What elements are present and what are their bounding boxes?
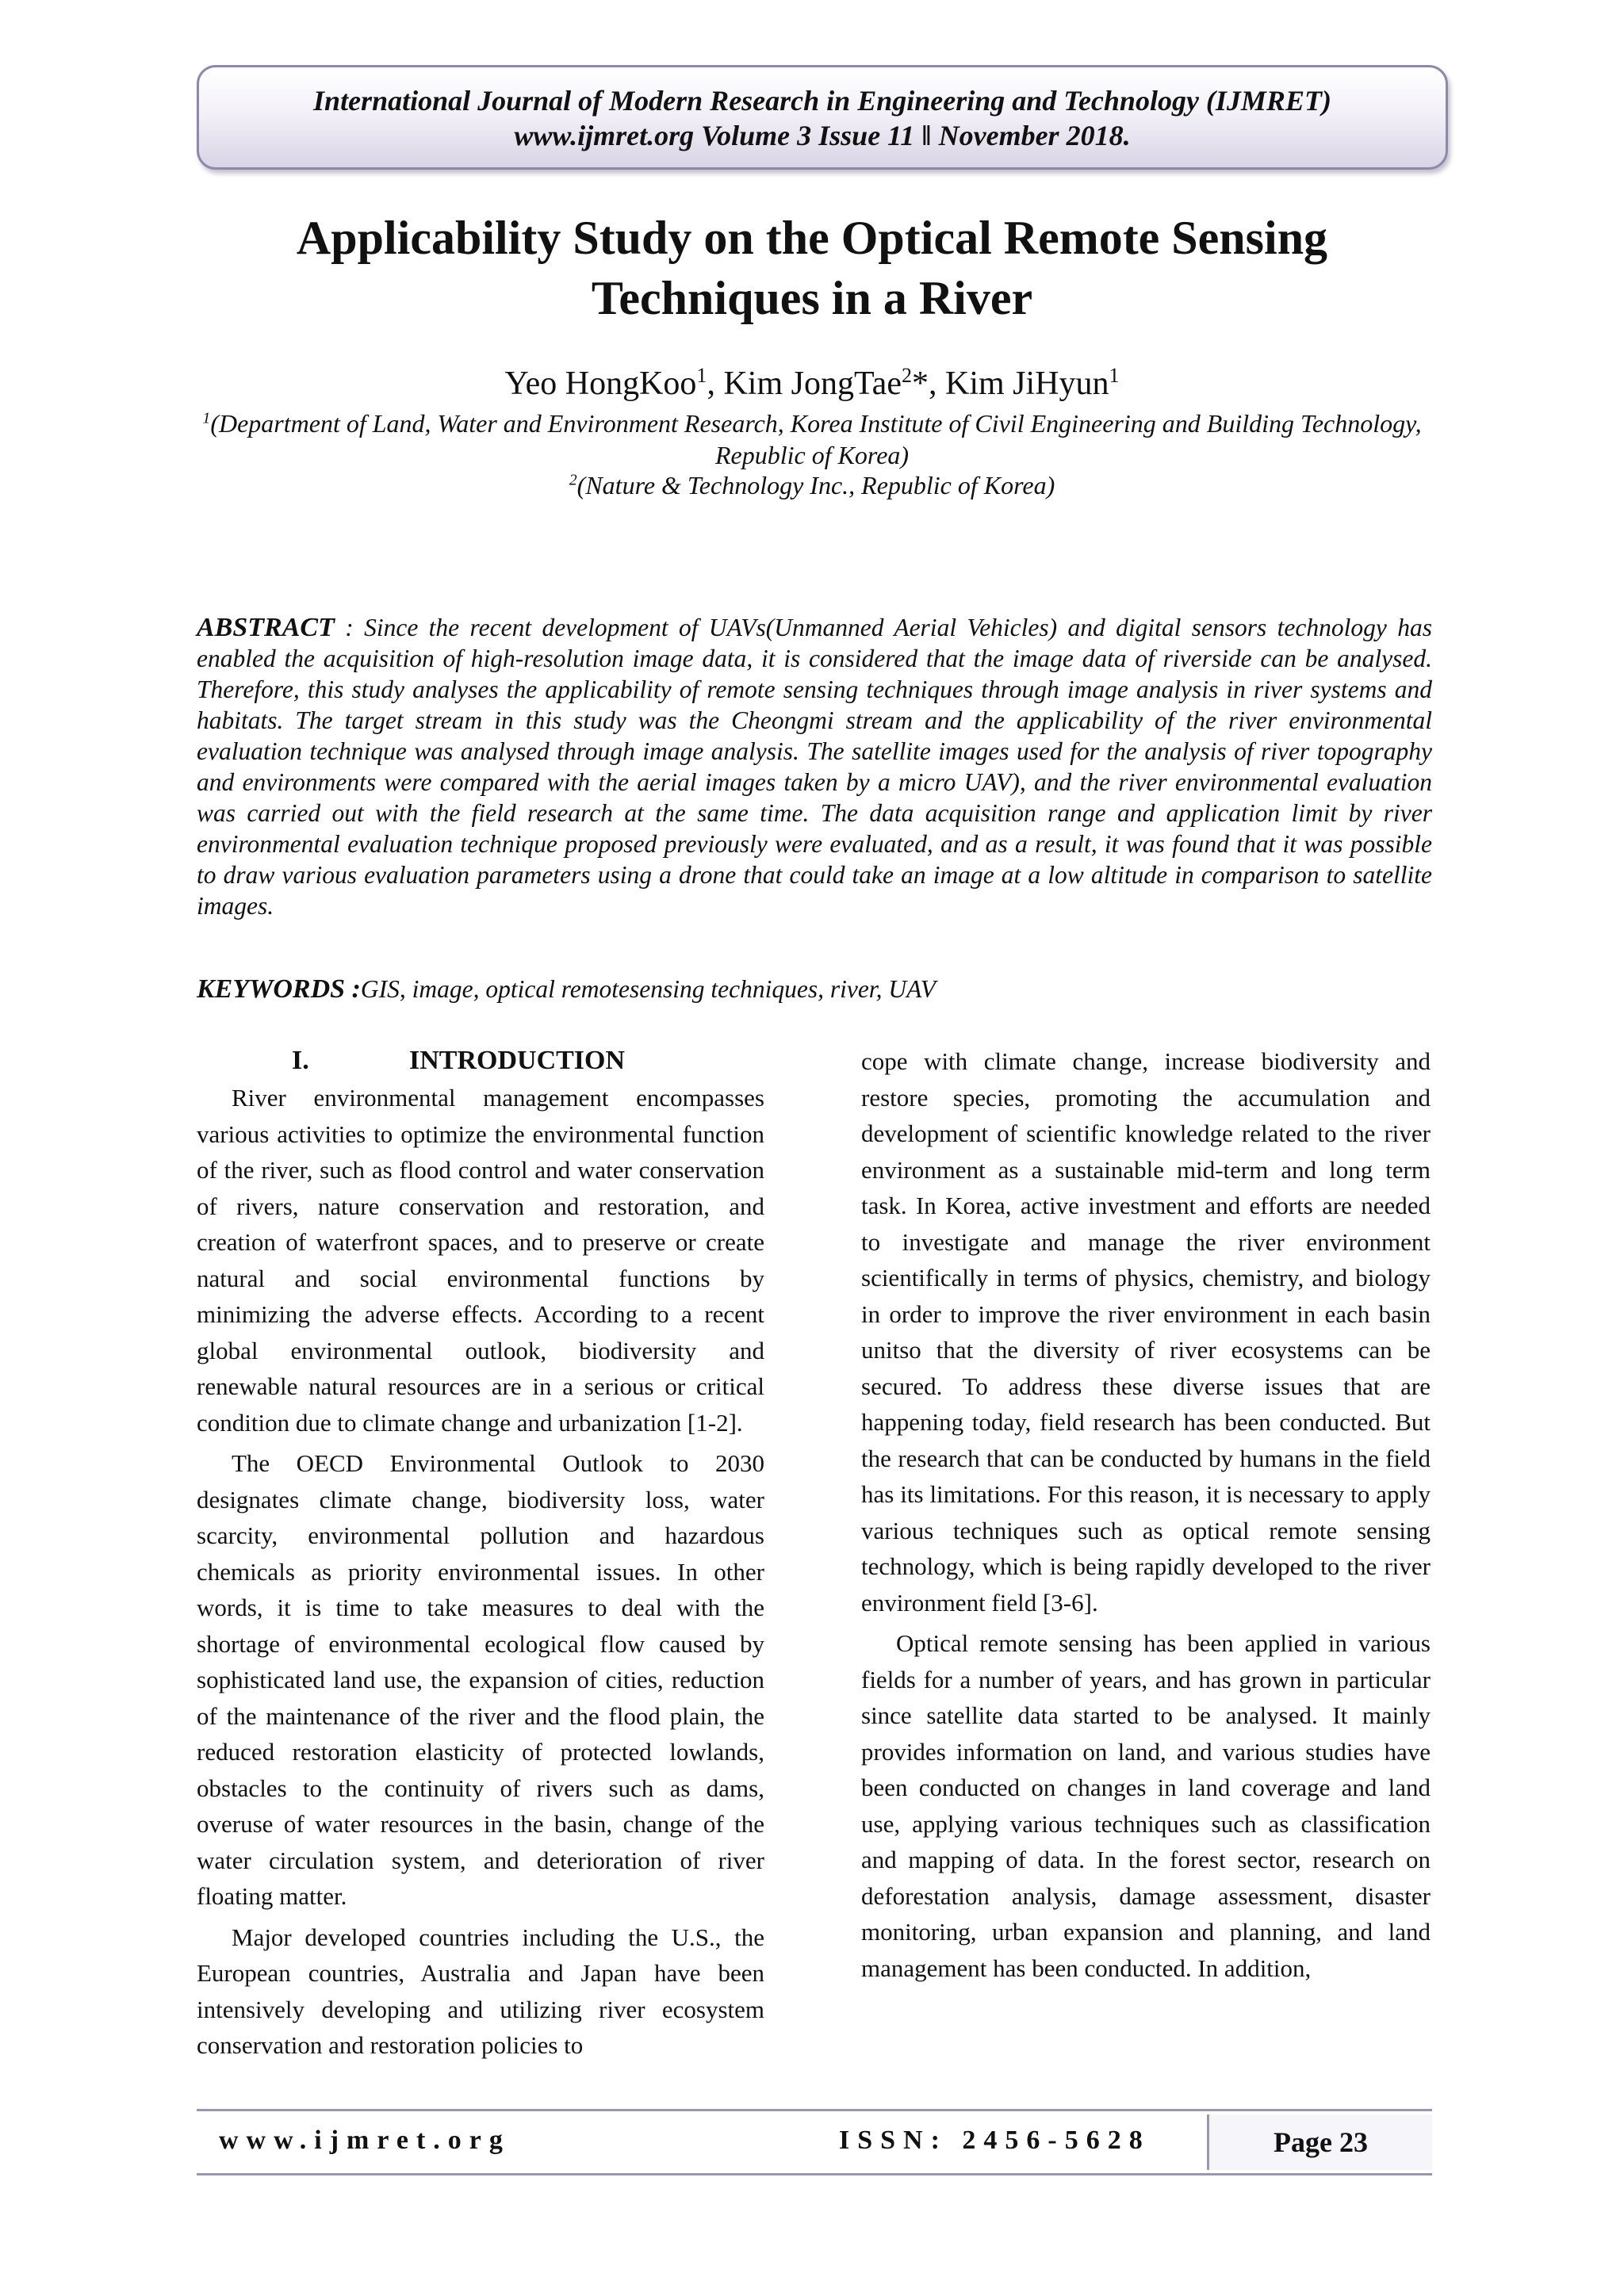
section-title: INTRODUCTION [409, 1046, 626, 1075]
author-2-affil-mark: 2 [901, 364, 912, 387]
paragraph: The OECD Environmental Outlook to 2030 designates climate change, biodiversity loss, water scarcity, environmental pollution and hazardous chemicals as priority environmental issues. In other words, it is time to take measures to deal with the shortage of environmental ecological flow caused by sophisticated land use, the expansion of cities, reduction of the maintenance of the river and the flood plain, the reduced restoration elasticity of protected lowlands, obstacles to the continuity of rivers such as dams, overuse of water resources in the basin, change of the water circulation system, and deterioration of river floating matter. [197, 1449, 764, 1910]
abstract [197, 612, 1432, 921]
author-2: Kim JongTae [723, 365, 902, 402]
title-line-2: Techniques in a River [591, 272, 1033, 324]
affiliation-2-text: (Nature & Technology Inc., Republic of Korea) [576, 471, 1055, 499]
affiliation-2 [190, 469, 1434, 501]
author-list [159, 363, 1465, 404]
journal-name: International Journal of Modern Research in Engineering and Technology (IJMRET) [313, 85, 1331, 117]
footer-issn: ISSN: 2456-5628 [839, 2126, 1151, 2155]
abstract-text: Since the recent development of UAVs(Unmanned Aerial Vehicles) and digital sensors technology has enabled the acquisition of high-resolution image data, it is considered that the image data of riverside can be analysed. Therefore, this study analyses the applicability of remote sensing techniques through image analysis in river systems and habitats. The target stream in this study was the Cheongmi stream and the applicability of the river environmental evaluation technique was analysed through image analysis. The satellite images used for the analysis of river topography and environments were compared with the aerial images taken by a micro UAV), and the river environmental evaluation was carried out with the field research at the same time. The data acquisition range and application limit by river environmental evaluation technique proposed previously were evaluated, and as a result, it was found that it was possible to draw various evaluation parameters using a drone that could take an image at a low altitude in comparison to satellite images. [197, 614, 1432, 920]
paragraph: cope with climate change, increase biodiversity and restore species, promoting the accumulation and development of scientific knowledge related to the river environment as a sustainable mid-term and long term task. In Korea, active investment and efforts are needed to investigate and manage the river environment scientifically in terms of physics, chemistry, and biology in order to improve the river environment in each basin unitso that the diversity of river ecosystems can be secured. To address these diverse issues that are happening today, field research has been conducted. But the research that can be conducted by humans in the field has its limitations. For this reason, it is necessary to apply various techniques such as optical remote sensing technology, which is being rapidly developed to the river environment field [3-6]. [861, 1047, 1431, 1617]
paragraph: Optical remote sensing has been applied in various fields for a number of years, and has grown in particular since satellite data started to be analysed. It mainly provides information on land, and various studies have been conducted on changes in land coverage and land use, applying various techniques such as classification and mapping of data. In the forest sector, research on deforestation analysis, damage assessment, disaster monitoring, urban expansion and planning, and land management has been conducted. In addition, [861, 1629, 1431, 1982]
author-1-affil-mark: 1 [696, 364, 707, 387]
footer-website: www.ijmret.org [219, 2126, 511, 2155]
author-separator-2: , [928, 365, 945, 402]
title-line-1: Applicability Study on the Optical Remote Sensing [296, 212, 1328, 264]
corresponding-author-mark: * [911, 365, 929, 402]
author-3: Kim JiHyun [944, 365, 1109, 402]
page-footer [197, 2109, 1432, 2175]
author-separator-1: , [707, 365, 724, 402]
keywords-text: GIS, image, optical remotesensing techniques, river, UAV [360, 975, 936, 1003]
section-number: I. [292, 1046, 309, 1075]
keywords-label: KEYWORDS : [197, 974, 361, 1004]
affiliation-1 [190, 408, 1434, 471]
affiliation-2-mark: 2 [569, 471, 577, 489]
page-number: Page 23 [1207, 2114, 1432, 2170]
journal-header-banner [197, 65, 1448, 170]
abstract-label: ABSTRACT [197, 613, 335, 642]
author-3-affil-mark: 1 [1109, 364, 1120, 387]
paragraph: Major developed countries including the U.S., the European countries, Australia and Japan have been intensively developing and utilizing river ecosystem conservation and restoration policies to [197, 1923, 764, 2059]
paragraph: River environmental management encompasses various activities to optimize the environmental function of the river, such as flood control and water conservation of rivers, nature conservation and restoration, and creation of waterfront spaces, and to preserve or create natural and social environmental functions by minimizing the adverse effects. According to a recent global environmental outlook, biodiversity and renewable natural resources are in a serious or critical condition due to climate change and urbanization [1-2]. [197, 1084, 764, 1437]
author-1: Yeo HongKoo [504, 365, 697, 402]
section-heading [197, 1043, 764, 1080]
keywords [197, 974, 1432, 1005]
abstract-separator: : [334, 614, 365, 641]
paper-title [159, 208, 1465, 328]
body-column-right [861, 1043, 1431, 1991]
affiliation-1-mark: 1 [202, 409, 211, 427]
body-column-left [197, 1043, 764, 2068]
journal-issue-info: www.ijmret.org Volume 3 Issue 11 ǁ November 2018. [514, 120, 1131, 151]
affiliation-1-text: (Department of Land, Water and Environment Research, Korea Institute of Civil Engineering and Building Technology, Republic of Korea) [210, 409, 1422, 469]
